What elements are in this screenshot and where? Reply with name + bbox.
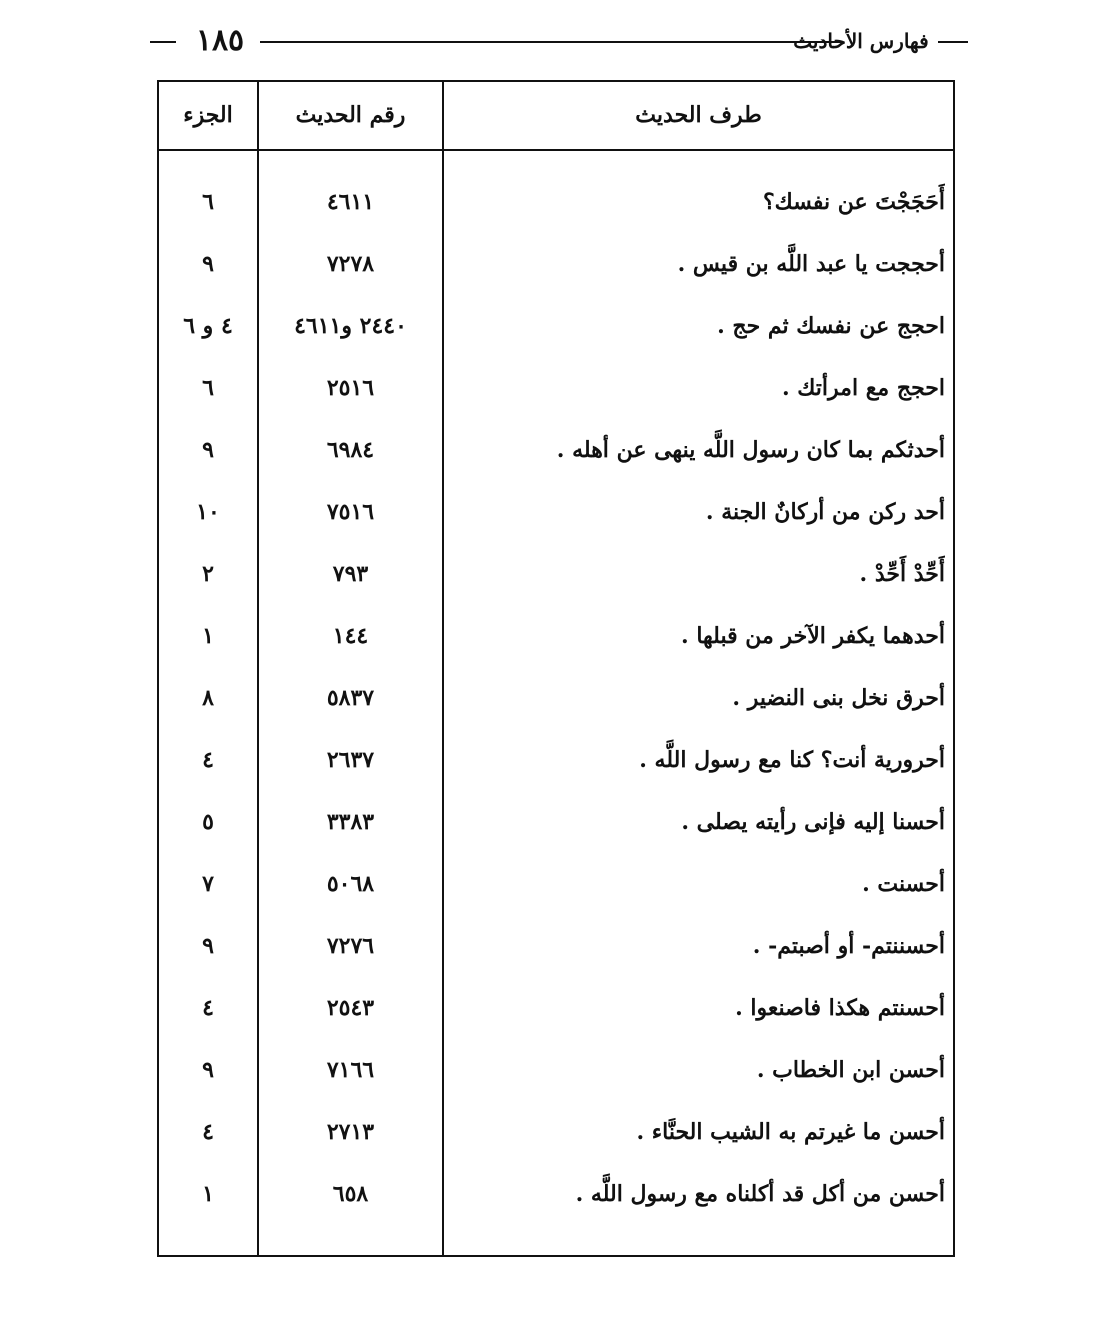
running-title: فهارس الأحاديث xyxy=(793,29,929,53)
table-row xyxy=(159,1039,953,1101)
hadith-text-cell: أحد ركن من أركانٌ الجنة . xyxy=(705,499,945,525)
table-body xyxy=(159,171,953,1225)
page-number: ١٨٥ xyxy=(195,23,245,58)
hadith-text-cell: أحدثكم بما كان رسول اللَّه ينهى عن أهله . xyxy=(556,437,945,463)
hadith-number-cell: ١٤٤ xyxy=(332,623,369,649)
hadith-number-cell: ٣٣٨٣ xyxy=(326,809,375,835)
column-header-number: رقم الحديث xyxy=(295,102,406,128)
hadith-number-cell: ٢٤٤٠ و٤٦١١ xyxy=(294,313,407,339)
table-row xyxy=(159,791,953,853)
volume-cell: ٦ xyxy=(202,189,214,215)
column-header-hadith: طرف الحديث xyxy=(635,102,762,128)
table-row xyxy=(159,605,953,667)
volume-cell: ١ xyxy=(202,1181,214,1207)
volume-cell: ٢ xyxy=(202,561,214,587)
hadith-text-cell: أَحَجَجْتَ عن نفسك؟ xyxy=(762,189,945,215)
volume-cell: ٧ xyxy=(202,871,214,897)
table-row xyxy=(159,543,953,605)
table-row xyxy=(159,977,953,1039)
table-row xyxy=(159,481,953,543)
hadith-number-cell: ٧١٦٦ xyxy=(326,1057,375,1083)
volume-cell: ٦ xyxy=(202,375,214,401)
page-header xyxy=(150,22,968,62)
hadith-text-cell: أحسن ما غيرتم به الشيب الحنَّاء . xyxy=(636,1119,945,1145)
hadith-text-cell: أحسنت . xyxy=(862,871,945,897)
volume-cell: ٨ xyxy=(202,685,214,711)
hadith-number-cell: ٢٧١٣ xyxy=(326,1119,375,1145)
hadith-number-cell: ٦٥٨ xyxy=(332,1181,369,1207)
hadith-number-cell: ٦٩٨٤ xyxy=(326,437,375,463)
header-rule xyxy=(150,41,176,43)
hadith-number-cell: ٥٨٣٧ xyxy=(326,685,375,711)
hadith-text-cell: أحسن ابن الخطاب . xyxy=(756,1057,945,1083)
volume-cell: ٤ xyxy=(202,747,214,773)
hadith-text-cell: أَحِّدْ أَحِّدْ . xyxy=(859,561,945,587)
volume-cell: ٤ xyxy=(202,1119,214,1145)
volume-cell: ١ xyxy=(202,623,214,649)
header-divider xyxy=(159,149,953,151)
table-row xyxy=(159,667,953,729)
hadith-text-cell: أحسنتم هكذا فاصنعوا . xyxy=(735,995,945,1021)
column-header-volume: الجزء xyxy=(183,102,233,128)
volume-cell: ١٠ xyxy=(196,499,220,525)
volume-cell: ٩ xyxy=(202,1057,214,1083)
table-row xyxy=(159,295,953,357)
hadith-text-cell: احجج مع امرأتك . xyxy=(781,375,945,401)
volume-cell: ٩ xyxy=(202,933,214,959)
table-row xyxy=(159,233,953,295)
volume-cell: ٩ xyxy=(202,437,214,463)
hadith-number-cell: ٢٥٤٣ xyxy=(326,995,375,1021)
hadith-text-cell: احجج عن نفسك ثم حج . xyxy=(717,313,945,339)
volume-cell: ٩ xyxy=(202,251,214,277)
hadith-text-cell: أحدهما يكفر الآخر من قبلها . xyxy=(681,623,945,649)
hadith-text-cell: أحرورية أنت؟ كنا مع رسول اللَّه . xyxy=(639,747,945,773)
table-row xyxy=(159,1101,953,1163)
hadith-text-cell: أحسن من أكل قد أكلناه مع رسول اللَّه . xyxy=(575,1181,945,1207)
header-rule xyxy=(260,41,842,43)
hadith-number-cell: ٧٢٧٦ xyxy=(326,933,375,959)
hadith-number-cell: ٥٠٦٨ xyxy=(326,871,375,897)
hadith-number-cell: ٧٥١٦ xyxy=(326,499,375,525)
volume-cell: ٥ xyxy=(202,809,214,835)
hadith-text-cell: أحسنا إليه فإنى رأيته يصلى . xyxy=(681,809,945,835)
hadith-number-cell: ٢٥١٦ xyxy=(326,375,375,401)
hadith-text-cell: أحرق نخل بنى النضير . xyxy=(732,685,945,711)
table-row xyxy=(159,853,953,915)
table-row xyxy=(159,915,953,977)
hadith-number-cell: ٢٦٣٧ xyxy=(326,747,375,773)
hadith-index-table xyxy=(157,80,955,1257)
hadith-text-cell: أحججت يا عبد اللَّه بن قيس . xyxy=(677,251,945,277)
hadith-number-cell: ٧٩٣ xyxy=(332,561,369,587)
volume-cell: ٤ و ٦ xyxy=(183,313,233,339)
table-row xyxy=(159,1163,953,1225)
table-row xyxy=(159,171,953,233)
table-row xyxy=(159,419,953,481)
hadith-number-cell: ٧٢٧٨ xyxy=(326,251,375,277)
hadith-number-cell: ٤٦١١ xyxy=(326,189,375,215)
table-header xyxy=(159,82,953,149)
table-row xyxy=(159,357,953,419)
hadith-text-cell: أحسننتم- أو أصبتم- . xyxy=(752,933,945,959)
header-rule xyxy=(938,41,968,43)
table-row xyxy=(159,729,953,791)
volume-cell: ٤ xyxy=(202,995,214,1021)
